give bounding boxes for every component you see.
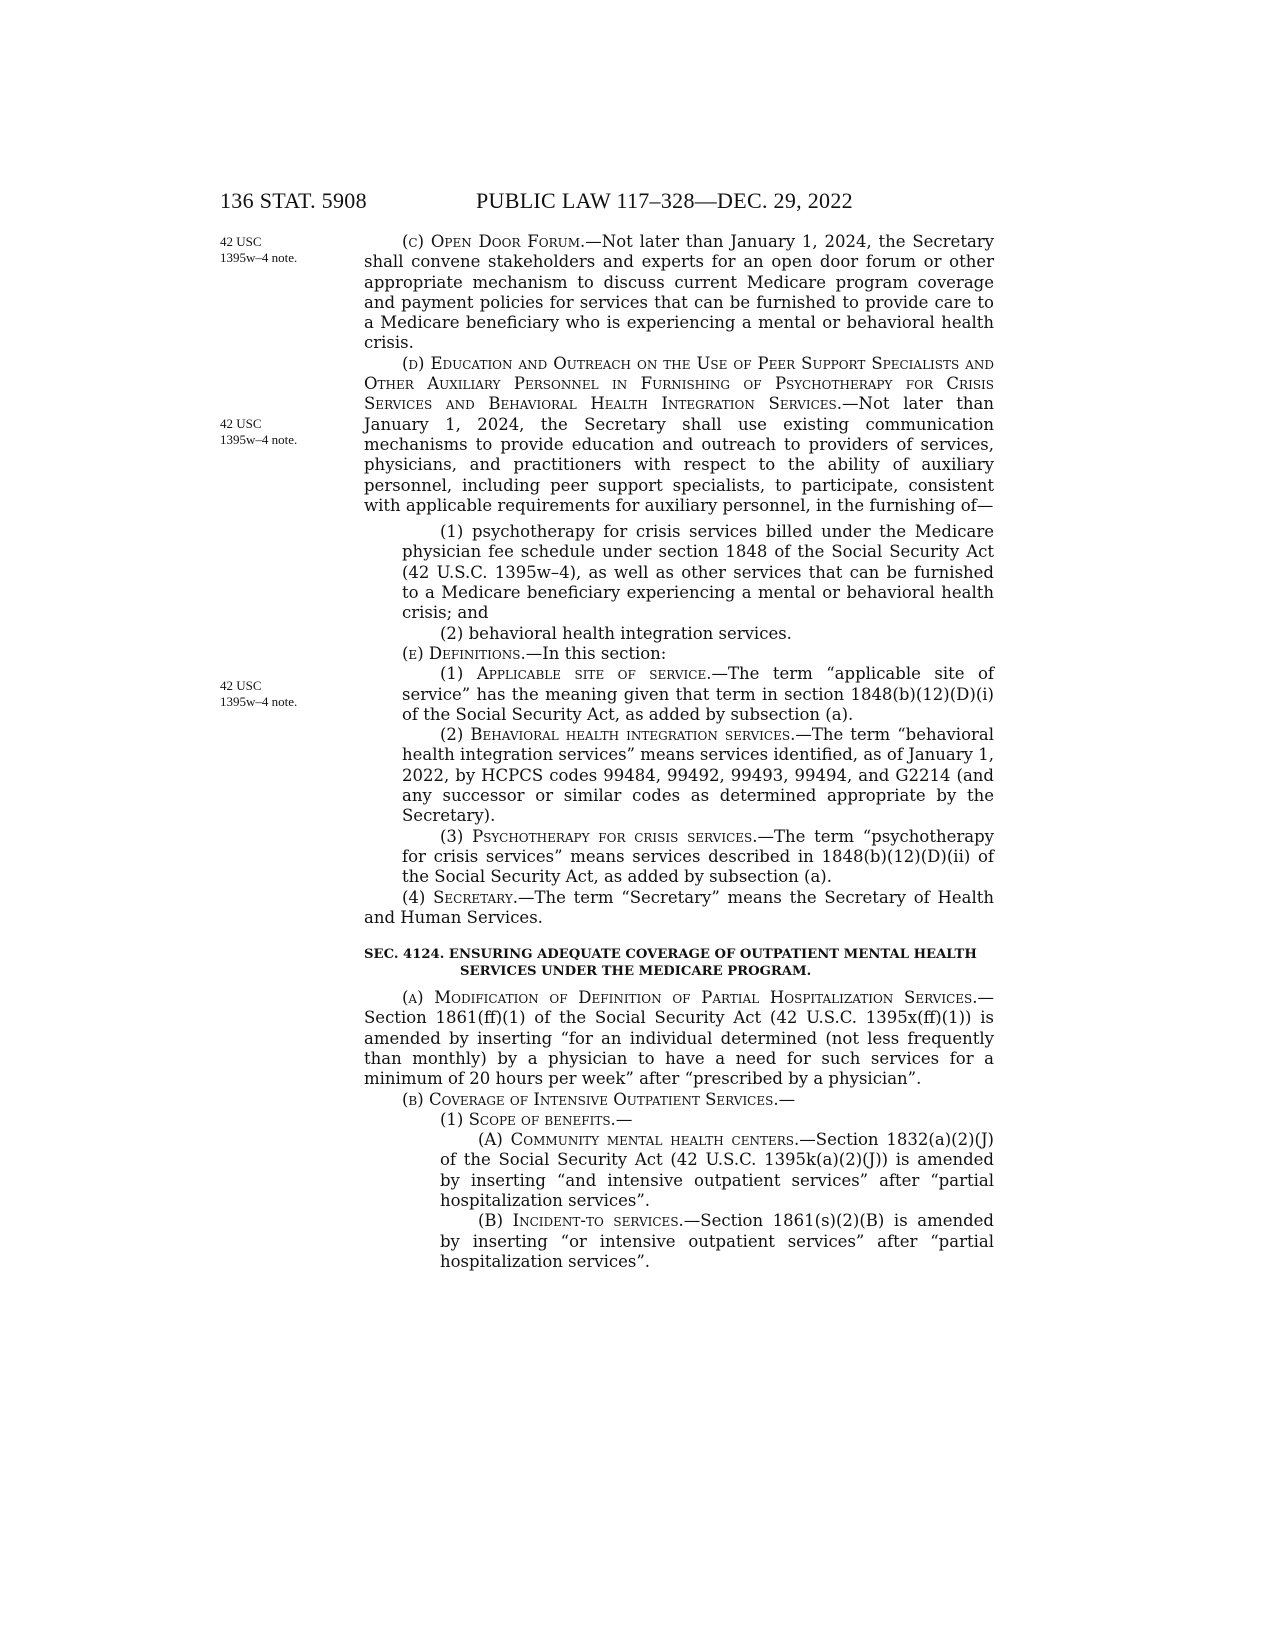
statute-text <box>364 232 994 1272</box>
section-heading: SEC. 4124. ENSURING ADEQUATE COVERAGE OF OUTPATIENT MENTAL HEALTH SERVICES UNDER THE MEDICARE PROGRAM. <box>364 947 977 980</box>
subsection-c: (c) Open Door Forum.—Not later than January 1, 2024, the Secretary shall convene stakeholders and experts for an open door forum or other appropriate mechanism to discuss current Medicare program coverage and payment policies for services that can be furnished to provide care to a Medicare beneficiary who is experiencing a mental or behavioral health crisis. <box>364 232 994 353</box>
paragraph-d2: (2) behavioral health integration services. <box>440 623 792 643</box>
paragraph-d1: (1) psychotherapy for crisis services billed under the Medicare physician fee schedule under section 1848 of the Social Security Act (42 U.S.C. 1395w–4), as well as other services that can be furnished to a Medicare beneficiary experiencing a mental or behavioral health crisis; and <box>402 522 994 623</box>
subsection-e: (e) Definitions.—In this section: <box>402 643 667 663</box>
stat-reference: 136 STAT. 5908 <box>220 188 367 213</box>
definition-4: (4) Secretary.—The term “Secretary” means the Secretary of Health and Human Services. <box>364 887 994 927</box>
page-header <box>0 188 1275 218</box>
subsection-d: (d) Education and Outreach on the Use of Peer Support Specialists and Other Auxiliary Personnel in Furnishing of Psychotherapy for Crisis Services and Behavioral Health Integration Services.—Not later than January 1, 2024, the Secretary shall use existing communication mechanisms to provide education and outreach to providers of services, physicians, and practitioners with respect to the ability of auxiliary personnel, including peer support specialists, to participate, consistent with applicable requirements for auxiliary personnel, in the furnishing of— <box>364 353 994 515</box>
running-title: PUBLIC LAW 117–328—DEC. 29, 2022 <box>476 188 853 213</box>
definition-3: (3) Psychotherapy for crisis services.—The term “psychotherapy for crisis services” means services described in 1848(b)(12)(D)(ii) of the Social Security Act, as added by subsection (a). <box>402 826 994 887</box>
subparagraph-bA: (A) Community mental health centers.—Section 1832(a)(2)(J) of the Social Security Act (42 U.S.C. 1395k(a)(2)(J)) is amended by inserting “and intensive outpatient services” after “partial hospitalization services”. <box>440 1130 994 1211</box>
definition-1: (1) Applicable site of service.—The term “applicable site of service” has the meaning given that term in section 1848(b)(12)(D)(i) of the Social Security Act, as added by subsection (a). <box>402 664 994 724</box>
subsection-b: (b) Coverage of Intensive Outpatient Services.— <box>402 1089 796 1109</box>
subsection-a: (a) Modification of Definition of Partial Hospitalization Services.—Section 1861(ff)(1) of the Social Security Act (42 U.S.C. 1395x(ff)(1)) is amended by inserting “for an individual determined (not less frequently than monthly) by a physician to have a need for such services for a minimum of 20 hours per week” after “prescribed by a physician”. <box>364 988 994 1089</box>
margin-note: 42 USC 1395w–4 note. <box>220 234 298 265</box>
margin-note: 42 USC 1395w–4 note. <box>220 416 298 447</box>
margin-note: 42 USC 1395w–4 note. <box>220 678 298 709</box>
definition-2: (2) Behavioral health integration services.—The term “behavioral health integration services” means services identified, as of January 1, 2022, by HCPCS codes 99484, 99492, 99493, 99494, and G2214 (and any successor or similar codes as determined appropriate by the Secretary). <box>402 725 995 826</box>
paragraph-b1: (1) Scope of benefits.— <box>440 1109 633 1129</box>
subparagraph-bB: (B) Incident-to services.—Section 1861(s)(2)(B) is amended by inserting “or intensive outpatient services” after “partial hospitalization services”. <box>440 1211 994 1271</box>
